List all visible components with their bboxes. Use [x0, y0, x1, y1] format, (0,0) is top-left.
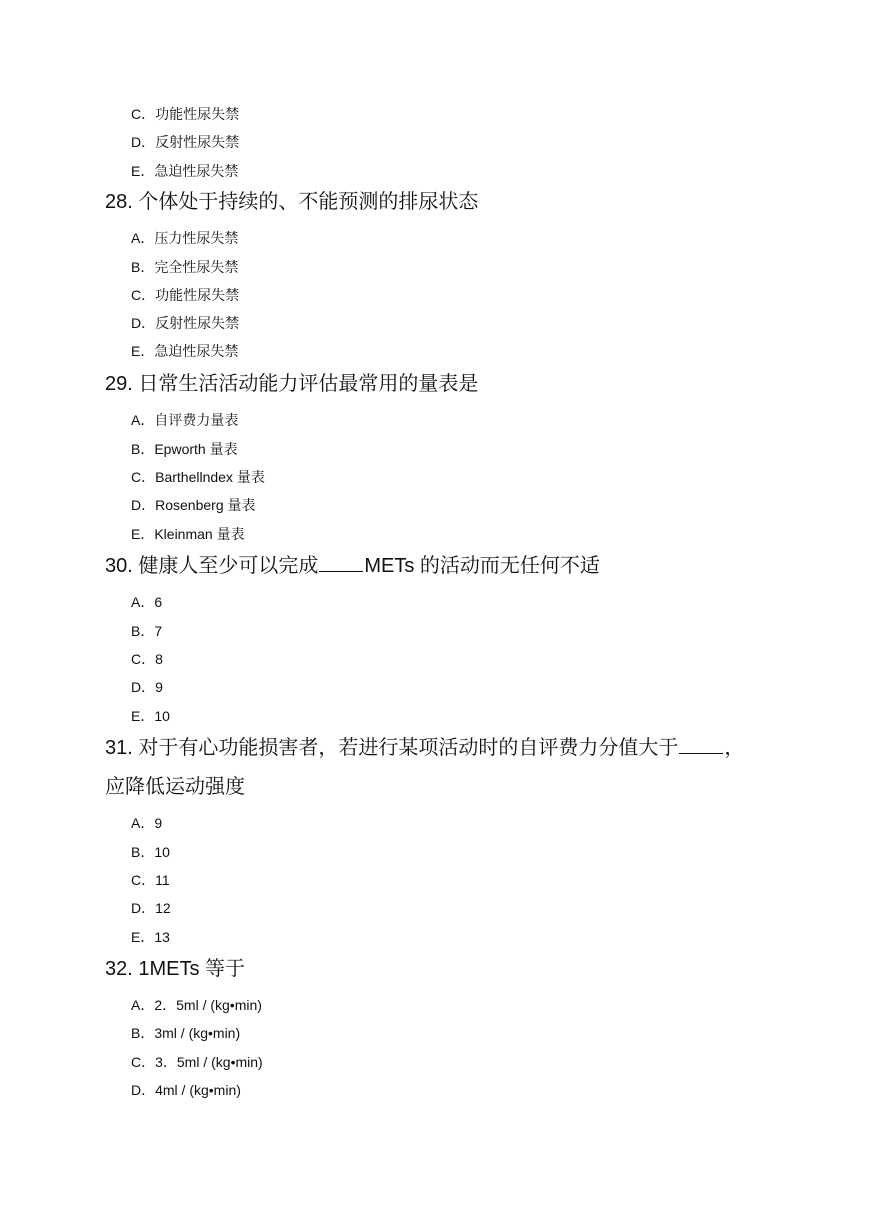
q30-option-d: D．9: [131, 679, 163, 695]
q28-option-b: B．完全性尿失禁: [131, 259, 239, 275]
q30-stem-before: 30. 健康人至少可以完成: [105, 555, 319, 577]
q30-option-e: E．10: [131, 708, 170, 724]
q28-option-e: E．急迫性尿失禁: [131, 343, 239, 359]
q30-answer-blank: [319, 553, 363, 572]
q31-option-e: E．13: [131, 929, 170, 945]
q31-option-c: C．11: [131, 872, 170, 888]
q27-option-d: D．反射性尿失禁: [131, 134, 240, 150]
q28-option-d: D．反射性尿失禁: [131, 315, 240, 331]
q29-option-e: E．Kleinman 量表: [131, 526, 245, 542]
q29-stem: 29. 日常生活活动能力评估最常用的量表是: [105, 373, 479, 395]
q28-stem: 28. 个体处于持续的、不能预测的排尿状态: [105, 191, 479, 213]
q29-option-b: B．Epworth 量表: [131, 441, 238, 457]
q29-option-c: C．Barthellndex 量表: [131, 469, 265, 485]
q31-stem-before: 31. 对于有心功能损害者，若进行某项活动时的自评费力分值大于: [105, 737, 679, 759]
q28-option-a: A．压力性尿失禁: [131, 230, 239, 246]
q30-option-b: B．7: [131, 623, 163, 639]
q29-option-d: D．Rosenberg 量表: [131, 497, 256, 513]
q31-option-d: D．12: [131, 900, 171, 916]
q27-option-e: E．急迫性尿失禁: [131, 163, 239, 179]
q27-option-c: C．功能性尿失禁: [131, 106, 240, 122]
q28-option-c: C．功能性尿失禁: [131, 287, 240, 303]
q31-option-b: B．10: [131, 844, 170, 860]
q29-option-a: A．自评费力量表: [131, 412, 239, 428]
q30-option-a: A．6: [131, 594, 163, 610]
q32-option-a: A．2．5ml / (kg•min): [131, 997, 262, 1013]
q30-option-c: C．8: [131, 651, 163, 667]
q32-option-b: B．3ml / (kg•min): [131, 1025, 241, 1041]
q32-stem: 32. 1METs 等于: [105, 958, 246, 980]
q31-stem-line2: 应降低运动强度: [105, 776, 245, 798]
q32-option-d: D．4ml / (kg•min): [131, 1082, 241, 1098]
q31-stem-after: ，: [724, 737, 745, 759]
q32-option-c: C．3．5ml / (kg•min): [131, 1054, 263, 1070]
q30-stem: [105, 553, 600, 579]
q31-stem: [105, 735, 744, 761]
q31-option-a: A．9: [131, 815, 163, 831]
q30-stem-after: METs 的活动而无任何不适: [364, 555, 600, 577]
q31-answer-blank: [679, 735, 723, 754]
